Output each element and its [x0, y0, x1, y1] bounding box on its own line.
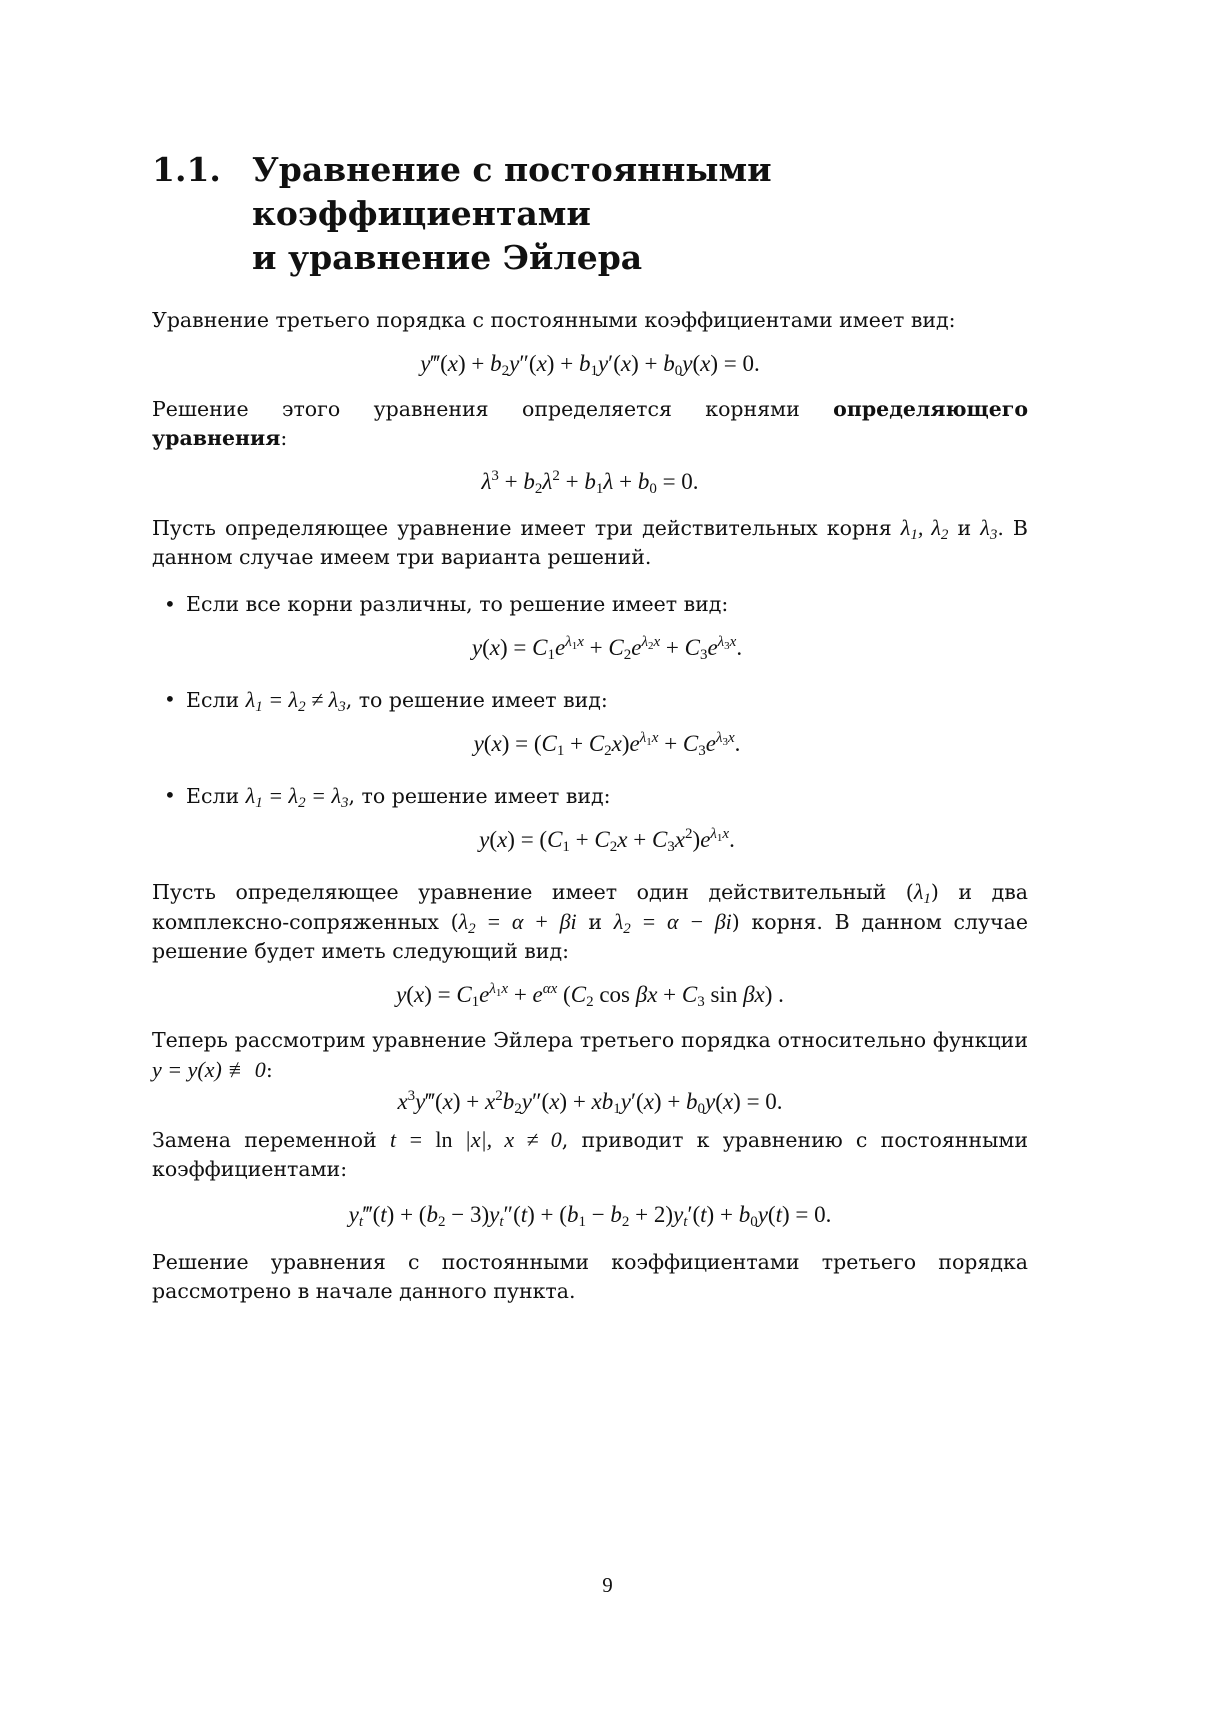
equation-ode: y‴(x) + $b_2y''(x) + b_1y'(x) + b_0y(x) = 0$.	[420, 351, 760, 379]
bullet-icon: •	[164, 783, 176, 807]
equation-euler: $x^3y‴(x) + x^2b_2y''(x) + xb_1y'(x) + b_0y(x) = 0$.	[397, 1088, 783, 1117]
case-triple-root	[164, 781, 1028, 855]
paragraph-euler: Теперь рассмотрим уравнение Эйлера третьего порядка относительно функции y = y(x) ≢ 0:	[152, 1028, 1028, 1082]
case-3-text: Если $\lambda_1 = \lambda_2 = \lambda_3$, то решение имеет вид:	[186, 783, 611, 811]
page-content	[152, 148, 1028, 1306]
paragraph-characteristic: Решение этого уравнения определяется корнями определяющего уравнения:	[152, 397, 1028, 450]
paragraph-intro: Уравнение третьего порядка с постоянными коэффициентами имеет вид:	[152, 308, 956, 332]
case-2-text: Если $\lambda_1 = \lambda_2 \ne \lambda_3$, то решение имеет вид:	[186, 687, 608, 715]
page-number: 9	[602, 1573, 613, 1597]
bullet-icon: •	[164, 687, 176, 711]
equation-characteristic: $\lambda^3 + b_2\lambda^2 + b_1\lambda + b_0 = 0$.	[481, 468, 699, 497]
equation-transformed: $y_t‴(t) + (b_2 - 3)y_t''(t) + (b_1 - b_2 + 2)y_t'(t) + b_0y(t) = 0$.	[348, 1202, 832, 1230]
section-heading	[152, 148, 1028, 280]
equation-case-2: $y(x) = (C_1 + C_2x)e^{\lambda_1x} + C_3e^{\lambda_3x}$.	[473, 730, 741, 759]
paragraph-complex-roots: Пусть определяющее уравнение имеет один действительный $(\lambda_1)$ и два комплексно-сопряженных ($\lambda_2 = \alpha + \beta i$ и $\lambda_2 = \alpha - \beta i$) корня. В данном случае решение будет иметь следующий вид:	[152, 879, 1028, 963]
section-title	[252, 148, 1028, 280]
case-1-text: Если все корни различны, то решение имеет вид:	[186, 592, 729, 616]
equation-case-3: $y(x) = (C_1 + C_2x + C_3x^2)e^{\lambda_1x}$.	[479, 826, 735, 855]
equation-case-1: $y(x) = C_1e^{\lambda_1x} + C_2e^{\lambda_2x} + C_3e^{\lambda_3x}$.	[471, 634, 743, 663]
bullet-icon: •	[164, 592, 176, 616]
paragraph-conclusion: Решение уравнения с постоянными коэффициентами третьего порядка рассмотрено в начале данного пункта.	[152, 1250, 1028, 1303]
section-number: 1.1.	[152, 150, 221, 189]
section-title-line1: Уравнение с постоянными коэффициентами	[252, 150, 772, 233]
case-double-root	[164, 685, 1028, 759]
equation-complex-solution: $y(x) = C_1e^{\lambda_1x} + e^{\alpha x}$ ($C_2$ $\cos \beta x + C_3$ sin βx) .	[396, 981, 784, 1010]
paragraph-substitution: Замена переменной t = ln |x|, x ≠ 0, приводит к уравнению с постоянными коэффициентами:	[152, 1127, 1029, 1181]
case-distinct-roots	[164, 590, 1028, 663]
term-characteristic-equation: определяющего уравнения	[152, 397, 1028, 450]
cases-list	[152, 590, 1028, 855]
paragraph-real-roots: Пусть определяющее уравнение имеет три действительных корня $\lambda_1$, $\lambda_2$ и $\lambda_3$. В данном случае имеем три варианта решений.	[152, 515, 1028, 569]
section-title-line2: и уравнение Эйлера	[252, 238, 643, 277]
